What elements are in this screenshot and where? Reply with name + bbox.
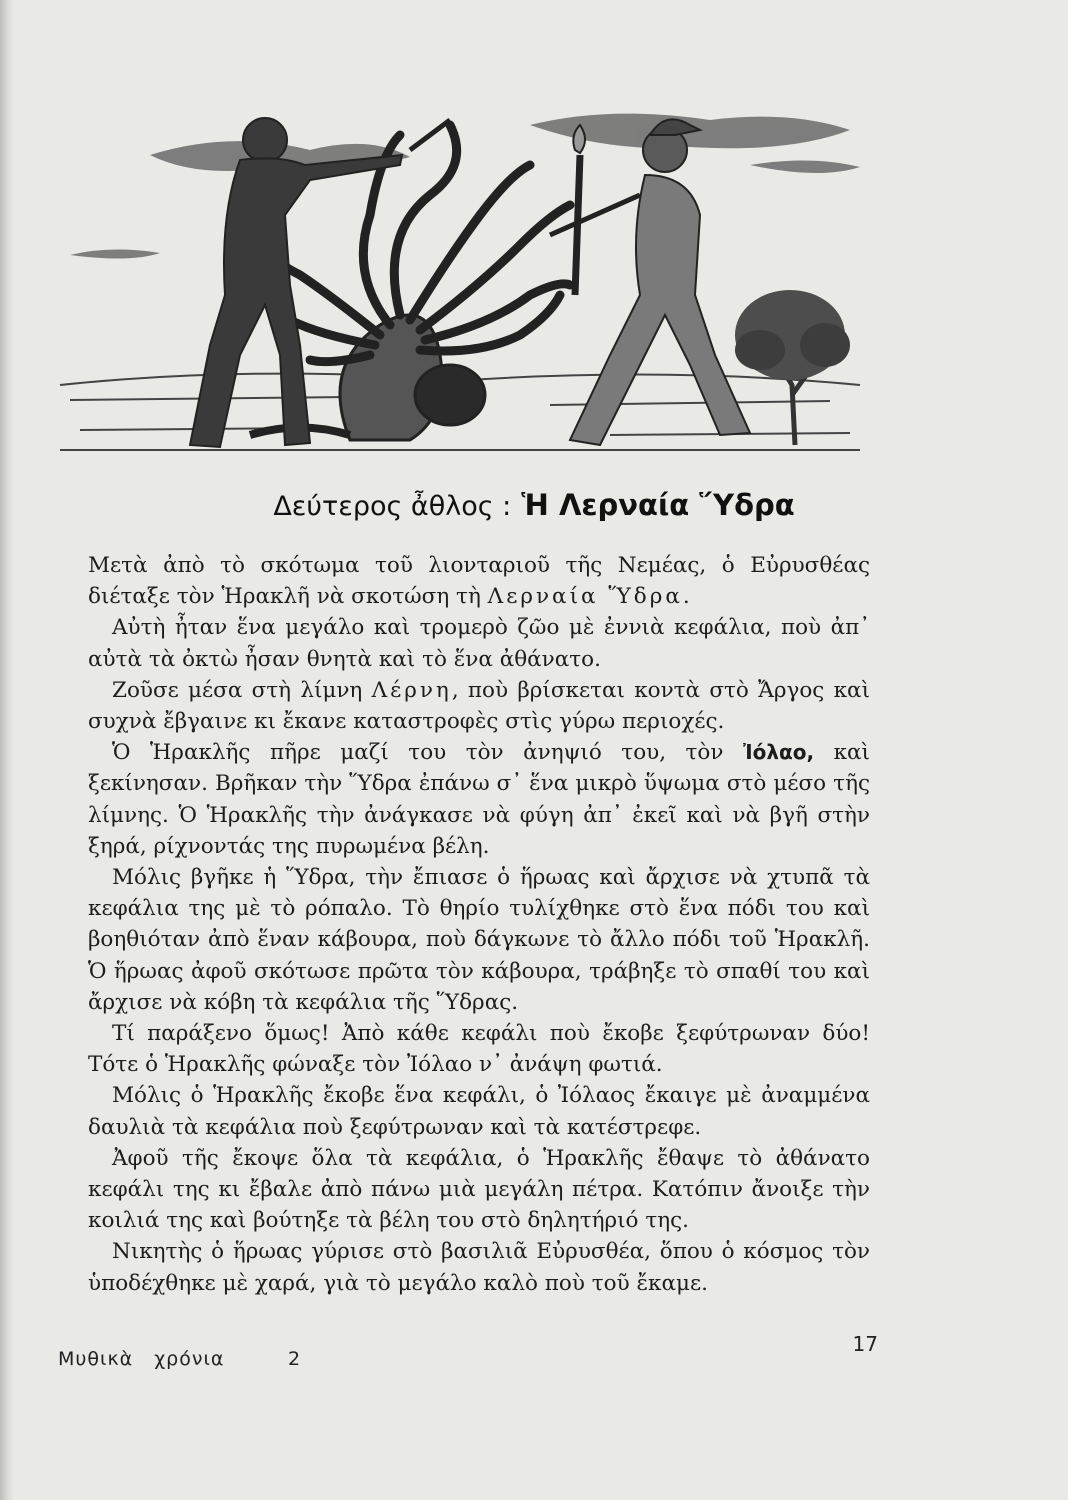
text-run: Τί παράξενο ὅμως! Ἀπὸ κάθε κεφάλι ποὺ ἔκοβε ξεφύτρωναν δύο! Τότε ὁ Ἡρακλῆς φώναξε τὸν Ἰόλαο ν᾽ ἀνάψη φωτιά. (88, 1021, 870, 1078)
text-run: Ζοῦσε μέσα στὴ λίμνη (112, 677, 372, 703)
paragraph (88, 1143, 870, 1237)
spaced-name: Λέρνη (371, 677, 452, 703)
text-run: Μόλις βγῆκε ἡ Ὕδρα, τὴν ἔπιασε ὁ ἥρωας καὶ ἄρχισε νὰ χτυπᾶ τὰ κεφάλια της μὲ τὸ ρόπαλο. Τὸ θηρίο τυλίχθηκε στὸ ἕνα πόδι του καὶ βοηθιόταν ἀπὸ ἕναν κάβουρα, ποὺ δάγκωνε τὸ ἄλλο πόδι τοῦ Ἡρακλῆ. Ὁ ἥρωας ἀφοῦ σκότωσε πρῶτα τὸν κάβουρα, τράβηξε τὸ σπαθί του καὶ ἄρχισε νὰ κόβη τὰ κεφάλια τῆς Ὕδρας. (88, 865, 870, 1015)
paragraph (88, 862, 870, 1018)
page-footer (58, 1332, 878, 1382)
hydra-illustration (50, 95, 870, 475)
spaced-name: Λερναία Ὕδρα (487, 584, 683, 610)
text-run: . (682, 584, 690, 610)
text-run: Νικητὴς ὁ ἥρωας γύρισε στὸ βασιλιᾶ Εὐρυσθέα, ὅπου ὁ κόσμος τὸν ὑποδέχθηκε μὲ χαρά, γιὰ τὸ μεγάλο καλὸ ποὺ τοῦ ἔκαμε. (88, 1239, 870, 1296)
bold-name: Ἰόλαο, (742, 740, 815, 765)
paragraph (88, 675, 870, 737)
signature-mark: 2 (288, 1348, 301, 1370)
text-run: Ἀφοῦ τῆς ἔκοψε ὅλα τὰ κεφάλια, ὁ Ἡρακλῆς ἔθαψε τὸ ἀθάνατο κεφάλι της κι ἔβαλε ἀπὸ πάνω μιὰ μεγάλη πέτρα. Κατόπιν ἄνοιξε τὴν κοιλιά της καὶ βούτηξε τὰ βέλη του στὸ δηλητήριό της. (88, 1145, 870, 1234)
chapter-heading (0, 488, 1068, 522)
tree (735, 290, 850, 445)
paragraph (88, 737, 870, 862)
paragraph (88, 612, 870, 674)
story-text (88, 550, 870, 1299)
page-number: 17 (852, 1332, 878, 1356)
text-run: καὶ ξεκίνησαν. Βρῆκαν τὴν Ὕδρα ἐπάνω σ᾽ ἕνα μικρὸ ὕψωμα στὸ μέσο τῆς λίμνης. Ὁ Ἡρακλῆς τὴν ἀνάγκασε νὰ φύγη ἀπ᾽ ἐκεῖ καὶ νὰ βγῆ στὴν ξηρά, ρίχνοντάς της πυρωμένα βέλη. (88, 740, 870, 859)
text-run: Ὁ Ἡρακλῆς πῆρε μαζί του τὸν ἀνηψιό του, τὸν (112, 740, 743, 766)
paragraph (88, 1018, 870, 1080)
paragraph (88, 1080, 870, 1142)
text-run: Μόλις ὁ Ἡρακλῆς ἔκοβε ἕνα κεφάλι, ὁ Ἰόλαος ἔκαιγε μὲ ἀναμμένα δαυλιὰ τὰ κεφάλια ποὺ ξεφύτρωναν καὶ τὰ κατέστρεφε. (88, 1083, 870, 1140)
text-run: Αὐτὴ ἦταν ἕνα μεγάλο καὶ τρομερὸ ζῶο μὲ ἐννιὰ κεφάλια, ποὺ ἀπ᾽ αὐτὰ τὰ ὀκτὼ ἦσαν θνητὰ καὶ τὸ ἕνα ἀθάνατο. (88, 615, 870, 672)
text-run: , ποὺ βρίσκεται κοντὰ στὸ Ἄργος καὶ συχνὰ ἔβγαινε κι ἔκανε καταστροφὲς στὶς γύρω περιοχές. (88, 677, 870, 735)
page-spine-shadow (0, 0, 14, 1500)
paragraph (88, 1236, 870, 1298)
heading-lead: Δεύτερος ἆθλος : (273, 491, 512, 522)
iolaus-figure (550, 119, 750, 445)
book-title: Μυθικὰ χρόνια (58, 1348, 225, 1370)
paragraph (88, 550, 870, 612)
heading-title: Ἡ Λερναία Ὕδρα (521, 488, 795, 522)
text-run: Μετὰ ἀπὸ τὸ σκότωμα τοῦ λιονταριοῦ τῆς Νεμέας, ὁ Εὐρυσθέας διέταξε τὸν Ἡρακλῆ νὰ σκοτώση τὴ (88, 553, 870, 610)
